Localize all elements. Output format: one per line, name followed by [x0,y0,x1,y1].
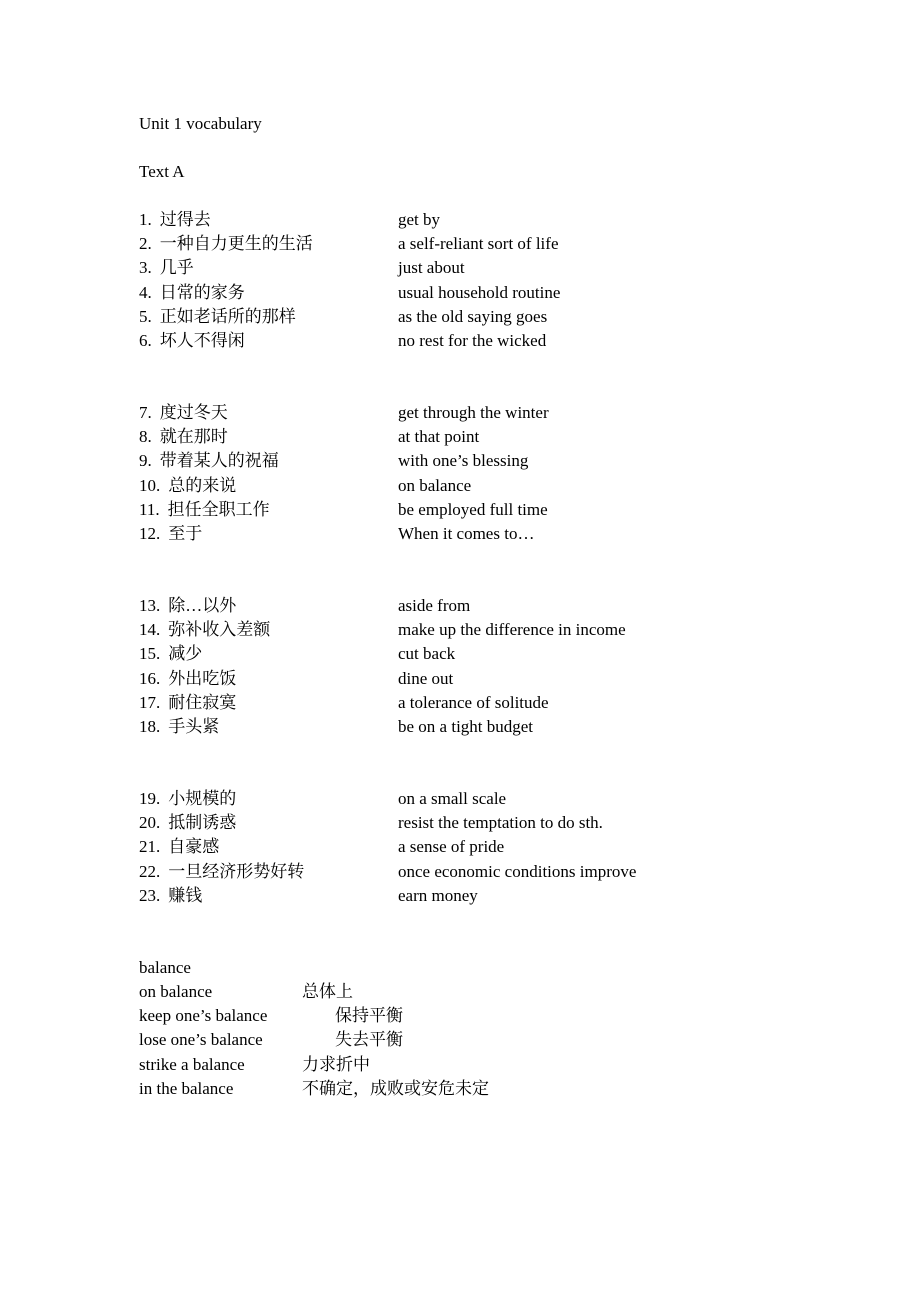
balance-chinese: 保持平衡 [335,1006,403,1026]
vocab-chinese: 耐住寂寞 [168,692,237,712]
vocab-number: 10. [139,475,161,495]
vocab-number: 13. [139,596,161,615]
vocab-number-and-chinese [139,258,194,278]
vocab-chinese: 过得去 [159,210,211,229]
vocab-chinese: 总的来说 [168,475,237,495]
balance-chinese: 力求折中 [302,1054,370,1074]
vocab-chinese: 带着某人的祝福 [159,451,279,471]
vocab-number-and-chinese [139,620,270,640]
vocab-chinese: 日常的家务 [159,282,245,302]
vocab-chinese: 外出吃饭 [168,668,237,688]
vocab-number-and-chinese [139,524,202,544]
vocab-english: get by [398,210,441,229]
vocab-number: 8. [139,427,152,447]
vocab-number: 3. [139,258,152,278]
vocab-english: make up the difference in income [398,620,626,640]
vocab-number: 9. [139,451,152,471]
vocab-english: a tolerance of solitude [398,692,549,712]
vocab-chinese: 小规模的 [168,789,237,808]
vocab-english: earn money [398,885,478,905]
vocab-number-and-chinese [139,476,236,496]
vocab-english: dine out [398,668,454,688]
vocab-number-and-chinese [139,717,219,737]
balance-chinese: 失去平衡 [335,1030,403,1050]
vocab-number: 23. [139,885,161,905]
vocab-number-and-chinese [139,427,228,447]
vocab-number-and-chinese [139,210,211,230]
vocab-number: 7. [139,403,152,422]
vocab-number: 12. [139,524,161,543]
vocab-number: 6. [139,331,152,350]
vocab-number-and-chinese [139,886,202,906]
section-subtitle: Text A [139,162,185,181]
vocab-number: 18. [139,717,161,736]
vocab-chinese: 度过冬天 [159,403,228,422]
vocab-chinese: 赚钱 [168,885,203,905]
vocab-english: When it comes to… [398,524,535,543]
vocab-english: at that point [398,427,480,447]
vocab-english: once economic conditions improve [398,861,637,881]
vocab-chinese: 手头紧 [168,717,220,736]
vocab-number-and-chinese [139,234,313,254]
document-title: Unit 1 vocabulary [139,114,262,133]
vocab-chinese: 正如老话所的那样 [159,306,296,326]
vocab-number-and-chinese [139,693,236,713]
vocab-chinese: 至于 [168,524,203,543]
vocab-number-and-chinese [139,837,219,857]
vocab-english: be on a tight budget [398,717,534,736]
vocab-english: as the old saying goes [398,306,548,326]
vocab-number: 4. [139,282,152,302]
vocab-chinese: 一种自力更生的生活 [159,234,313,254]
vocab-number: 2. [139,234,152,254]
vocab-chinese: 一旦经济形势好转 [168,861,305,881]
vocab-number: 15. [139,644,161,664]
vocab-number: 22. [139,861,161,881]
balance-english: in the balance [139,1078,234,1098]
balance-english: keep one’s balance [139,1006,268,1026]
vocab-english: on balance [398,475,472,495]
vocab-number-and-chinese [139,307,296,327]
vocab-chinese: 坏人不得闲 [159,331,245,350]
vocab-english: be employed full time [398,499,548,519]
vocab-number: 16. [139,668,161,688]
balance-english: on balance [139,982,213,1001]
vocab-chinese: 除…以外 [168,596,237,615]
balance-chinese: 总体上 [302,982,353,1001]
vocab-english: usual household routine [398,282,561,302]
vocab-chinese: 几乎 [159,258,194,278]
vocab-number-and-chinese [139,596,236,616]
vocab-number-and-chinese [139,403,228,423]
vocab-english: just about [398,258,465,278]
vocab-number: 5. [139,306,152,326]
vocab-chinese: 弥补收入差额 [168,620,271,640]
vocab-chinese: 自豪感 [168,837,220,857]
vocab-number-and-chinese [139,451,279,471]
vocab-number: 14. [139,620,161,640]
vocab-chinese: 担任全职工作 [167,499,270,519]
vocab-number: 1. [139,210,152,229]
vocab-english: aside from [398,596,471,615]
vocab-english: a self-reliant sort of life [398,234,559,254]
vocab-number-and-chinese [139,789,236,809]
balance-english: strike a balance [139,1054,245,1074]
balance-chinese: 不确定，成败或安危未定 [302,1078,489,1098]
vocab-number-and-chinese [139,283,245,303]
vocab-number: 11. [139,499,160,519]
vocab-chinese: 抵制诱惑 [168,813,237,833]
balance-heading: balance [139,958,191,977]
vocab-number: 17. [139,692,161,712]
vocab-number: 21. [139,837,161,857]
vocab-english: on a small scale [398,789,507,808]
vocab-number: 20. [139,813,161,833]
vocab-chinese: 减少 [168,644,203,664]
vocab-english: with one’s blessing [398,451,529,471]
vocab-chinese: 就在那时 [159,427,228,447]
vocab-english: cut back [398,644,456,664]
balance-english: lose one’s balance [139,1030,263,1050]
vocab-number-and-chinese [139,669,236,689]
vocab-english: no rest for the wicked [398,331,547,350]
vocab-english: get through the winter [398,403,549,422]
vocab-english: resist the temptation to do sth. [398,813,603,833]
vocab-number: 19. [139,789,161,808]
vocab-number-and-chinese [139,500,270,520]
vocab-english: a sense of pride [398,837,505,857]
vocab-number-and-chinese [139,813,236,833]
vocab-number-and-chinese [139,644,202,664]
vocab-number-and-chinese [139,862,304,882]
vocab-number-and-chinese [139,331,245,351]
